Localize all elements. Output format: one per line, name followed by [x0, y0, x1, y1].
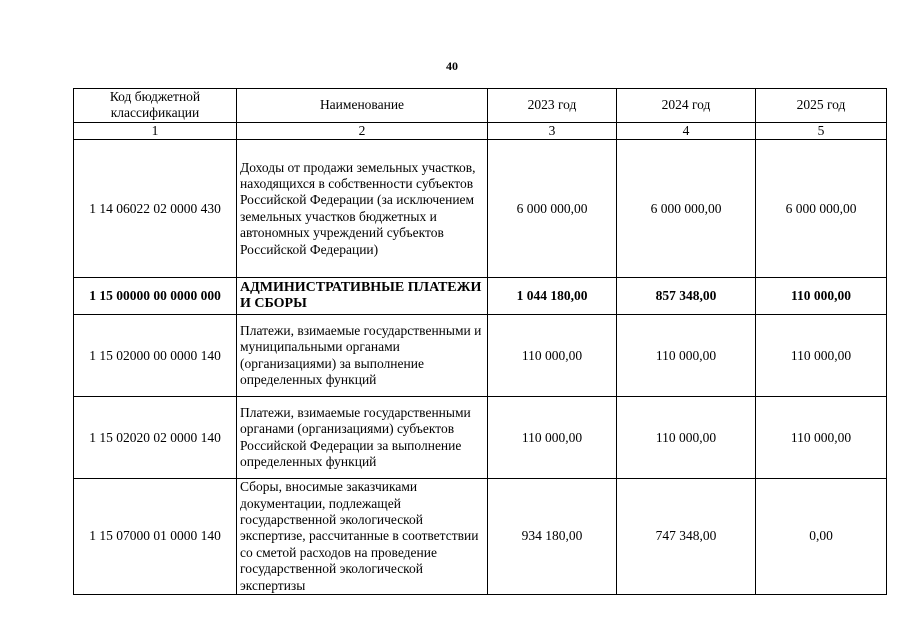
budget-code-cell: 1 15 00000 00 0000 000 [74, 278, 237, 315]
page-number: 40 [446, 59, 458, 73]
value-2024-cell: 857 348,00 [617, 278, 756, 315]
table-row [74, 140, 887, 278]
value-2024-cell: 6 000 000,00 [617, 140, 756, 278]
table-row [74, 397, 887, 479]
table-header-row [74, 89, 887, 123]
header-2024: 2024 год [617, 89, 756, 123]
header-2023: 2023 год [488, 89, 617, 123]
item-name-cell: Сборы, вносимые заказчиками документации, подлежащей государственной экологической экспертизе, рассчитанные в соответствии со сметой расходов на проведение государственной экологической экспертизы [237, 479, 488, 595]
item-name-cell: Платежи, взимаемые государственными органами (организациями) субъектов Российской Федерации за выполнение определенных функций [237, 397, 488, 479]
value-2023-cell: 110 000,00 [488, 397, 617, 479]
column-number-row [74, 122, 887, 139]
value-2025-cell: 110 000,00 [756, 315, 887, 397]
column-number: 5 [756, 122, 887, 139]
header-code: Код бюджетной классификации [74, 89, 237, 123]
value-2025-cell: 110 000,00 [756, 278, 887, 315]
budget-table [73, 88, 887, 595]
column-number: 4 [617, 122, 756, 139]
header-2025: 2025 год [756, 89, 887, 123]
column-number: 2 [237, 122, 488, 139]
value-2023-cell: 110 000,00 [488, 315, 617, 397]
column-number: 1 [74, 122, 237, 139]
value-2023-cell: 934 180,00 [488, 479, 617, 595]
table-row [74, 479, 887, 595]
item-name-cell: Доходы от продажи земельных участков, находящихся в собственности субъектов Российской Федерации (за исключением земельных участков бюджетных и автономных учреждений субъектов Российской Федерации) [237, 140, 488, 278]
item-name-cell: Платежи, взимаемые государственными и муниципальными органами (организациями) за выполнение определенных функций [237, 315, 488, 397]
value-2025-cell: 0,00 [756, 479, 887, 595]
item-name-cell: АДМИНИСТРАТИВНЫЕ ПЛАТЕЖИ И СБОРЫ [237, 278, 488, 315]
table-row [74, 315, 887, 397]
budget-code-cell: 1 14 06022 02 0000 430 [74, 140, 237, 278]
value-2023-cell: 6 000 000,00 [488, 140, 617, 278]
column-number: 3 [488, 122, 617, 139]
value-2025-cell: 110 000,00 [756, 397, 887, 479]
header-name: Наименование [237, 89, 488, 123]
value-2024-cell: 110 000,00 [617, 397, 756, 479]
value-2023-cell: 1 044 180,00 [488, 278, 617, 315]
budget-code-cell: 1 15 02020 02 0000 140 [74, 397, 237, 479]
table-row [74, 278, 887, 315]
value-2024-cell: 110 000,00 [617, 315, 756, 397]
value-2025-cell: 6 000 000,00 [756, 140, 887, 278]
value-2024-cell: 747 348,00 [617, 479, 756, 595]
budget-code-cell: 1 15 02000 00 0000 140 [74, 315, 237, 397]
budget-code-cell: 1 15 07000 01 0000 140 [74, 479, 237, 595]
